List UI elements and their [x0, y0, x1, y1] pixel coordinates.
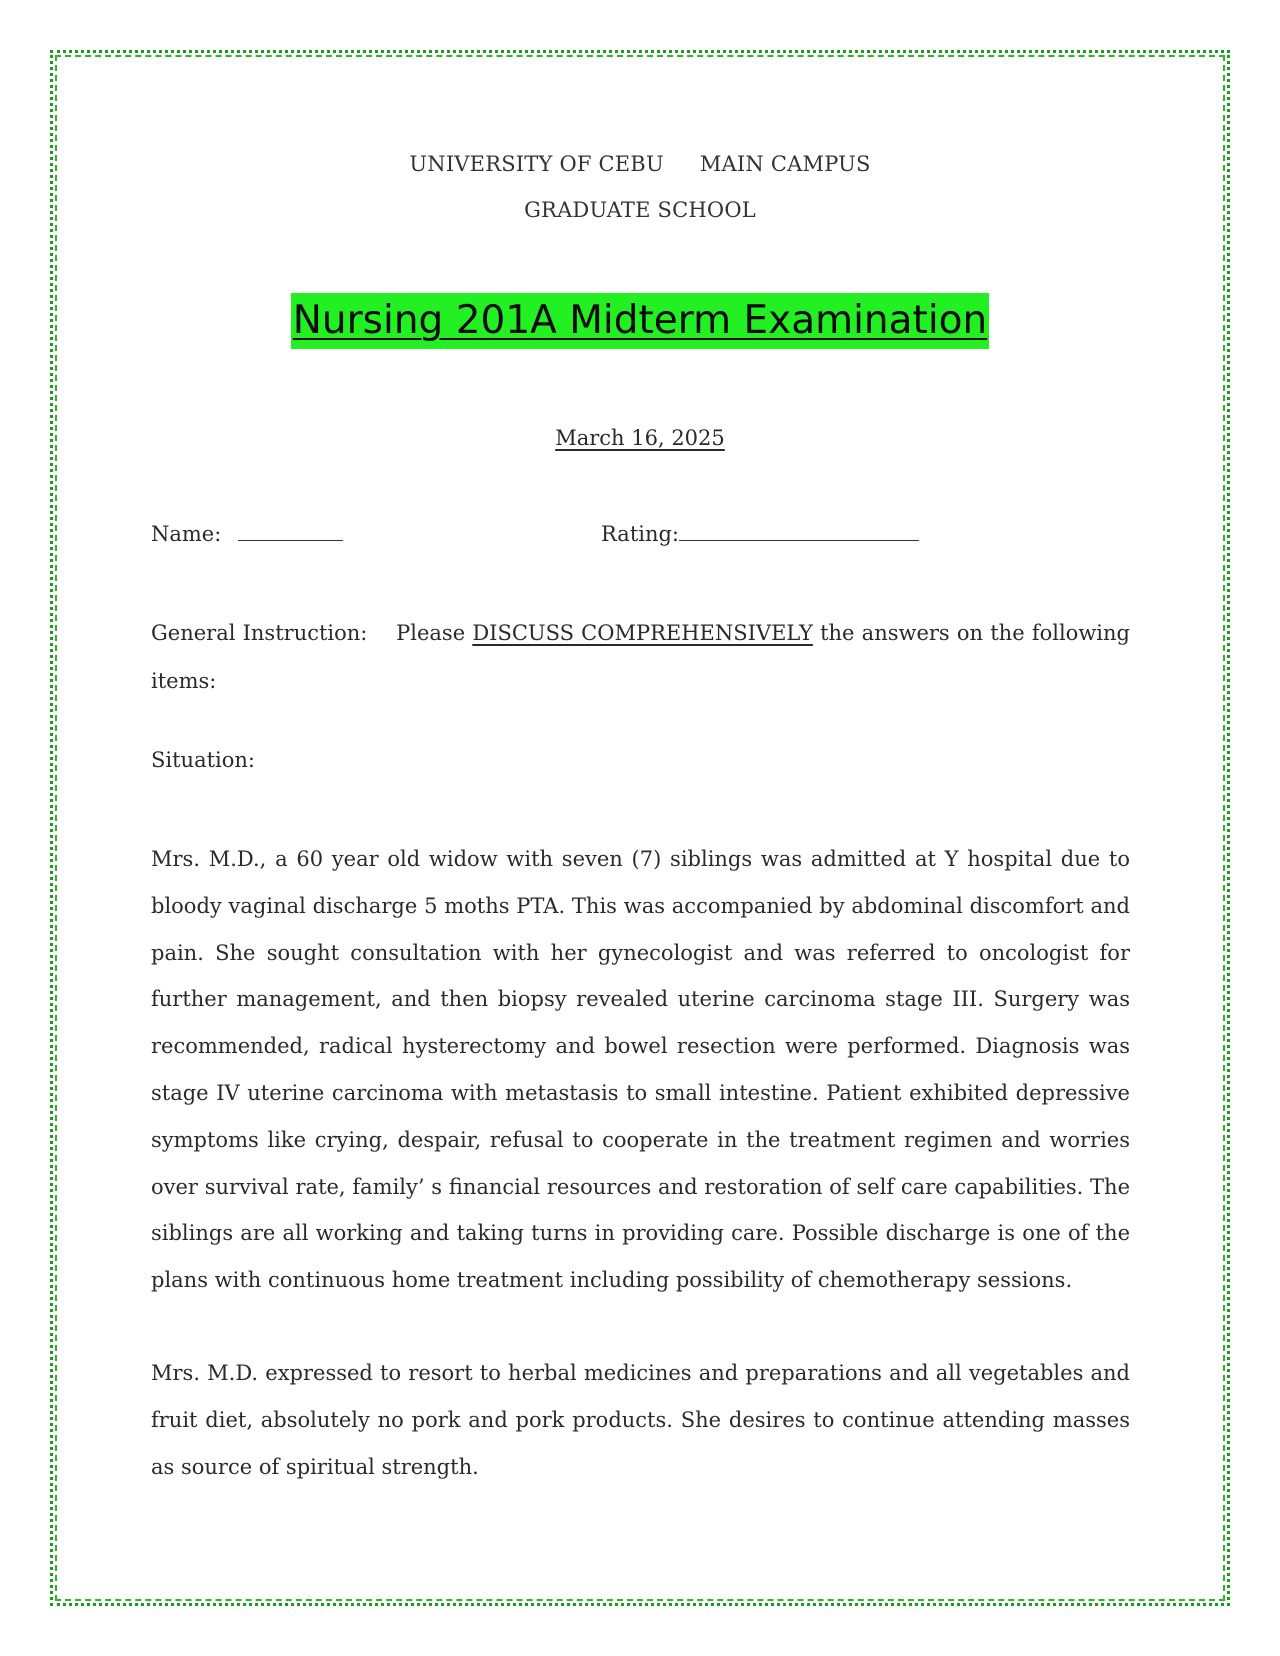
- situation-label: Situation:: [151, 748, 255, 772]
- school-name: GRADUATE SCHOOL: [524, 198, 756, 222]
- institution-header: [0, 152, 1280, 176]
- name-label: Name:: [151, 522, 222, 546]
- title-container: [0, 293, 1280, 349]
- name-blank[interactable]: [238, 518, 343, 541]
- instruction-prefix: Please: [396, 621, 466, 645]
- campus-name: MAIN CAMPUS: [699, 152, 871, 176]
- instruction-emphasis: DISCUSS COMPREHENSIVELY: [472, 621, 813, 645]
- rating-label: Rating:: [601, 522, 680, 546]
- situation-paragraph-1: Mrs. M.D., a 60 year old widow with seven (7) siblings was admitted at Y hospital due to bloody vaginal discharge 5 moths PTA. This was accompanied by abdominal discomfort and pain. She sought consultation with her gynecologist and was referred to oncologist for further management, and then biopsy revealed uterine carcinoma stage III. Surgery was recommended, radical hysterectomy and bowel resection were performed. Diagnosis was stage IV uterine carcinoma with metastasis to small intestine. Patient exhibited depressive symptoms like crying, despair, refusal to cooperate in the treatment regimen and worries over survival rate, family’ s financial resources and restoration of self care capabilities. The siblings are all working and taking turns in providing care. Possible discharge is one of the plans with continuous home treatment including possibility of chemotherapy sessions.: [151, 847, 1130, 1293]
- instruction-label: General Instruction:: [151, 621, 368, 645]
- name-field: [151, 518, 343, 546]
- situation-paragraph-2: Mrs. M.D. expressed to resort to herbal medicines and preparations and all vegetables and fruit diet, absolutely no pork and pork products. She desires to continue attending masses as source of spiritual strength.: [151, 1361, 1130, 1479]
- exam-date: March 16, 2025: [555, 426, 725, 450]
- exam-title: Nursing 201A Midterm Examination: [291, 293, 990, 349]
- general-instruction: [151, 609, 1130, 705]
- instruction-suffix: the answers on the following items:: [151, 621, 1130, 693]
- rating-field: [601, 518, 919, 546]
- university-name: UNIVERSITY OF CEBU: [409, 152, 664, 176]
- rating-blank[interactable]: [679, 518, 919, 541]
